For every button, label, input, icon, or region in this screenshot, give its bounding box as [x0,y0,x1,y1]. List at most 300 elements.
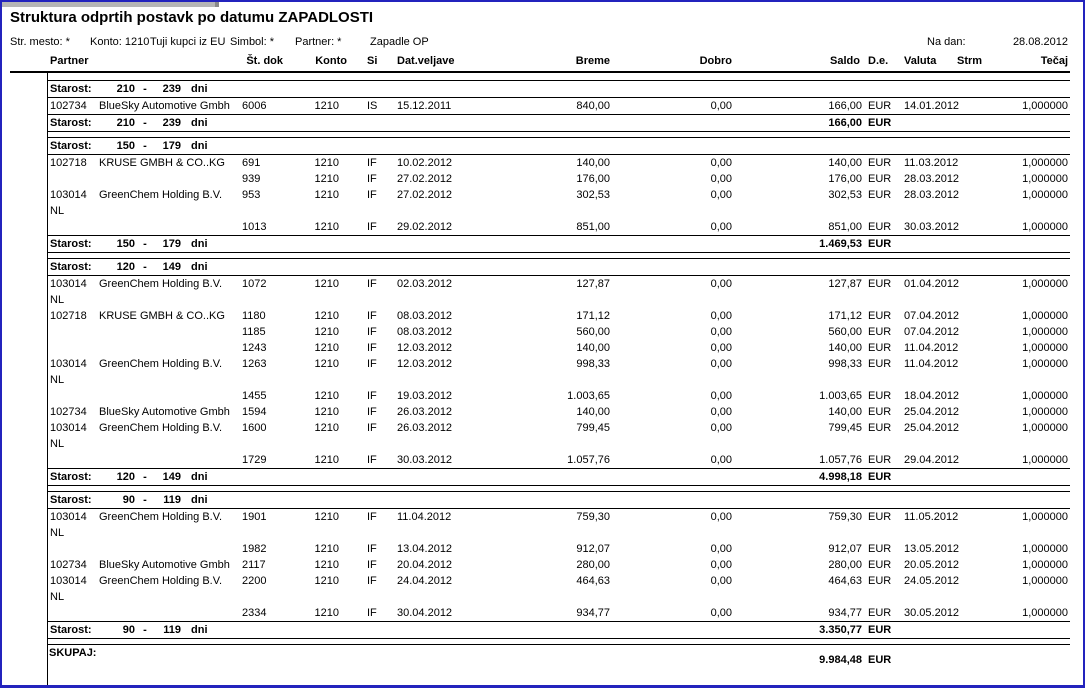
col-header-st-dok: Št. dok [246,55,283,67]
cell-konto: 1210 [314,310,339,322]
cell-konto: 1210 [314,543,339,555]
cell-dat-veljave: 26.03.2012 [397,422,453,434]
cell-strm [957,452,989,468]
horizontal-scrollbar-strip[interactable] [2,2,219,7]
cell-konto: 1210 [314,221,339,233]
cell-tecaj: 1,000000 [1022,221,1068,233]
age-group [47,258,1070,486]
cell-dat-veljave: 11.04.2012 [397,511,452,523]
col-header-breme: Breme [575,55,610,67]
cell-tecaj: 1,000000 [1022,326,1068,338]
cell-si: IF [367,221,377,233]
table-row [47,98,1070,114]
cell-saldo: 140,00 [828,406,862,418]
cell-st-dok: 1455 [242,390,267,402]
cell-valuta: 29.04.2012 [904,454,960,466]
partner-name: BlueSky Automotive Gmbh [99,559,230,571]
cell-tecaj: 1,000000 [1022,310,1068,322]
cell-breme: 851,00 [576,221,610,233]
table-row [47,171,1070,187]
col-header-konto: Konto [315,55,347,67]
partner-name: GreenChem Holding B.V. [99,278,223,290]
cell-st-dok: 2200 [242,575,267,587]
cell-breme: 176,00 [576,173,610,185]
table-row [47,420,1070,452]
cell-partner [47,573,237,605]
group-header-row [47,80,1070,98]
table-row [47,356,1070,388]
age-from: 90 [122,494,135,506]
table-row [47,452,1070,468]
header-underline [10,71,1070,73]
filter-zapadle-op: Zapadle OP [370,36,429,48]
cell-si: IF [367,326,377,338]
cell-valuta: 30.03.2012 [904,221,960,233]
cell-tecaj: 1,000000 [1022,607,1068,619]
group-total-amount: 4.998,18 [819,471,862,483]
cell-strm [957,541,989,557]
cell-dobro: 0,00 [710,543,732,555]
partner-country: NL [50,438,65,450]
cell-tecaj: 1,000000 [1022,157,1068,169]
table-row [47,388,1070,404]
cell-partner [47,452,237,468]
cell-tecaj: 1,000000 [1022,278,1068,290]
cell-valuta: 11.04.2012 [904,342,959,354]
group-footer-row [47,114,1070,132]
table-row [47,509,1070,541]
age-label: Starost: [50,140,92,152]
cell-tecaj: 1,000000 [1022,390,1068,402]
cell-dat-veljave: 27.02.2012 [397,173,453,185]
age-unit: dni [191,140,208,152]
age-to: 239 [162,83,181,95]
cell-partner [47,171,237,187]
filter-str-mesto: Str. mesto: * [10,36,70,48]
cell-strm [957,171,989,187]
cell-si: IF [367,358,377,370]
cell-breme: 840,00 [576,100,610,112]
age-unit: dni [191,624,208,636]
cell-saldo: 799,45 [828,422,862,434]
age-from: 90 [122,624,135,636]
cell-dat-veljave: 12.03.2012 [397,342,453,354]
group-total-amount: 3.350,77 [819,624,862,636]
age-unit: dni [191,238,208,250]
cell-si: IF [367,575,377,587]
cell-de: EUR [868,221,892,233]
age-to: 149 [162,471,181,483]
cell-tecaj: 1,000000 [1022,559,1068,571]
partner-code: 103014 [50,575,87,587]
partner-code: 103014 [50,189,87,201]
cell-dobro: 0,00 [710,607,732,619]
cell-dobro: 0,00 [710,422,732,434]
cell-si: IF [367,607,377,619]
age-unit: dni [191,117,208,129]
cell-strm [957,340,989,356]
cell-saldo: 1.057,76 [819,454,862,466]
cell-st-dok: 1594 [242,406,267,418]
partner-name: BlueSky Automotive Gmbh [99,100,230,112]
cell-breme: 140,00 [576,342,610,354]
cell-strm [957,388,989,404]
partner-code: 103014 [50,422,87,434]
cell-saldo: 140,00 [828,157,862,169]
cell-st-dok: 1982 [242,543,267,555]
cell-st-dok: 1185 [242,326,266,338]
col-header-dat-veljave: Dat.veljave [397,55,455,67]
cell-saldo: 934,77 [828,607,862,619]
cell-saldo: 759,30 [828,511,862,523]
table-row [47,308,1070,324]
cell-si: IF [367,310,377,322]
table-row [47,404,1070,420]
cell-valuta: 01.04.2012 [904,278,960,290]
cell-valuta: 25.04.2012 [904,406,960,418]
table-row [47,324,1070,340]
age-dash: - [143,83,147,95]
age-label: Starost: [50,238,92,250]
cell-breme: 759,30 [576,511,610,523]
cell-konto: 1210 [314,422,339,434]
partner-code: 103014 [50,511,87,523]
cell-konto: 1210 [314,358,339,370]
cell-st-dok: 953 [242,189,261,201]
table-row [47,219,1070,235]
age-label: Starost: [50,261,92,273]
cell-breme: 140,00 [576,406,610,418]
cell-tecaj: 1,000000 [1022,575,1068,587]
age-to: 179 [162,140,181,152]
cell-valuta: 30.05.2012 [904,607,960,619]
cell-konto: 1210 [314,454,339,466]
cell-dat-veljave: 29.02.2012 [397,221,453,233]
cell-saldo: 171,12 [828,310,862,322]
col-header-de: D.e. [868,55,889,67]
cell-de: EUR [868,406,892,418]
partner-code: 103014 [50,278,87,290]
cell-breme: 934,77 [576,607,610,619]
group-footer-row [47,621,1070,639]
cell-st-dok: 1243 [242,342,267,354]
cell-si: IF [367,189,377,201]
cell-dat-veljave: 12.03.2012 [397,358,453,370]
cell-konto: 1210 [314,157,339,169]
cell-partner [47,388,237,404]
group-footer-row [47,468,1070,486]
group-footer-label [47,115,734,131]
partner-country: NL [50,374,65,386]
cell-partner [47,404,237,420]
age-to: 179 [162,238,181,250]
cell-strm [957,404,989,420]
partner-country: NL [50,527,65,539]
cell-breme: 560,00 [576,326,610,338]
partner-name: GreenChem Holding B.V. [99,422,223,434]
cell-tecaj: 1,000000 [1022,422,1068,434]
cell-tecaj: 1,000000 [1022,358,1068,370]
group-total-currency: EUR [868,117,892,129]
age-to: 149 [162,261,181,273]
age-from: 150 [116,238,135,250]
cell-konto: 1210 [314,607,339,619]
grand-total-currency: EUR [868,654,892,666]
cell-st-dok: 1263 [242,358,267,370]
cell-breme: 1.003,65 [567,390,610,402]
cell-de: EUR [868,342,892,354]
partner-code: 103014 [50,358,87,370]
cell-dobro: 0,00 [710,173,732,185]
age-from: 120 [116,261,135,273]
table-row [47,541,1070,557]
cell-de: EUR [868,454,892,466]
cell-dat-veljave: 24.04.2012 [397,575,453,587]
partner-code: 102734 [50,100,87,112]
cell-de: EUR [868,173,892,185]
filter-partner: Partner: * [295,36,342,48]
grand-total-amount: 9.984,48 [819,654,862,666]
table-row [47,573,1070,605]
age-label: Starost: [50,471,92,483]
cell-si: IF [367,173,377,185]
na-dan-label: Na dan: [927,36,966,48]
cell-tecaj: 1,000000 [1022,100,1068,112]
cell-de: EUR [868,358,892,370]
cell-saldo: 140,00 [828,342,862,354]
table-row [47,187,1070,219]
cell-valuta: 11.03.2012 [904,157,959,169]
table-row [47,605,1070,621]
cell-st-dok: 2117 [242,559,266,571]
cell-si: IF [367,390,377,402]
cell-partner [47,98,237,114]
col-header-saldo: Saldo [830,55,860,67]
cell-strm [957,187,989,219]
cell-si: IF [367,543,377,555]
age-label: Starost: [50,624,92,636]
partner-country: NL [50,294,65,306]
cell-konto: 1210 [314,278,339,290]
cell-strm [957,308,989,324]
table-row [47,155,1070,171]
cell-saldo: 280,00 [828,559,862,571]
cell-si: IF [367,559,377,571]
partner-code: 102718 [50,310,87,322]
age-label: Starost: [50,83,92,95]
group-header-row [47,137,1070,155]
partner-name: GreenChem Holding B.V. [99,511,223,523]
cell-si: IF [367,157,377,169]
cell-konto: 1210 [314,189,339,201]
age-group [47,137,1070,253]
age-to: 119 [163,494,181,506]
cell-breme: 280,00 [576,559,610,571]
age-dash: - [143,238,147,250]
cell-breme: 127,87 [576,278,610,290]
cell-st-dok: 1013 [242,221,267,233]
cell-dat-veljave: 15.12.2011 [397,100,452,112]
cell-konto: 1210 [314,326,339,338]
cell-dobro: 0,00 [710,326,732,338]
cell-dobro: 0,00 [710,406,732,418]
col-header-si: Si [367,55,378,67]
cell-dat-veljave: 30.04.2012 [397,607,453,619]
cell-dobro: 0,00 [710,454,732,466]
cell-dobro: 0,00 [710,100,732,112]
group-footer-label [47,469,734,485]
cell-partner [47,557,237,573]
cell-strm [957,420,989,452]
cell-saldo: 998,33 [828,358,862,370]
age-from: 210 [116,117,135,129]
cell-partner [47,541,237,557]
age-unit: dni [191,471,208,483]
cell-de: EUR [868,310,892,322]
group-header-row [47,491,1070,509]
cell-konto: 1210 [314,100,339,112]
col-header-tecaj: Tečaj [1040,55,1068,67]
cell-dat-veljave: 30.03.2012 [397,454,453,466]
cell-st-dok: 939 [242,173,261,185]
cell-st-dok: 691 [242,157,261,169]
cell-st-dok: 1600 [242,422,267,434]
age-unit: dni [191,83,208,95]
cell-dat-veljave: 02.03.2012 [397,278,453,290]
age-from: 120 [116,471,135,483]
cell-valuta: 14.01.2012 [904,100,960,112]
age-label: Starost: [50,117,92,129]
cell-saldo: 464,63 [828,575,862,587]
cell-dobro: 0,00 [710,157,732,169]
cell-breme: 912,07 [576,543,610,555]
cell-de: EUR [868,607,892,619]
cell-tecaj: 1,000000 [1022,511,1068,523]
cell-saldo: 127,87 [828,278,862,290]
cell-partner [47,187,237,219]
age-group [47,491,1070,639]
cell-valuta: 24.05.2012 [904,575,960,587]
col-header-strm: Strm [957,55,983,67]
cell-st-dok: 1180 [242,310,266,322]
cell-valuta: 07.04.2012 [904,310,960,322]
cell-saldo: 166,00 [828,100,862,112]
partner-code: 102718 [50,157,87,169]
cell-tecaj: 1,000000 [1022,543,1068,555]
cell-de: EUR [868,157,892,169]
cell-konto: 1210 [314,511,339,523]
cell-partner [47,340,237,356]
cell-partner [47,509,237,541]
cell-si: IS [367,100,378,112]
cell-partner [47,276,237,308]
cell-strm [957,557,989,573]
cell-partner [47,219,237,235]
cell-valuta: 28.03.2012 [904,189,960,201]
column-header-row [47,53,1070,69]
cell-valuta: 11.04.2012 [904,358,959,370]
partner-name: KRUSE GMBH & CO..KG [99,310,225,322]
partner-name: GreenChem Holding B.V. [99,189,223,201]
cell-tecaj: 1,000000 [1022,173,1068,185]
cell-konto: 1210 [314,342,339,354]
cell-breme: 998,33 [576,358,610,370]
age-to: 239 [162,117,181,129]
group-total-amount: 166,00 [828,117,862,129]
cell-breme: 140,00 [576,157,610,169]
partner-country: NL [50,205,65,217]
partner-name: BlueSky Automotive Gmbh [99,406,230,418]
cell-konto: 1210 [314,390,339,402]
partner-code: 102734 [50,406,87,418]
cell-strm [957,155,989,171]
cell-de: EUR [868,543,892,555]
cell-partner [47,420,237,452]
cell-dat-veljave: 26.03.2012 [397,406,453,418]
cell-breme: 302,53 [576,189,610,201]
cell-si: IF [367,406,377,418]
cell-partner [47,308,237,324]
cell-partner [47,324,237,340]
cell-dat-veljave: 08.03.2012 [397,326,453,338]
report-title: Struktura odprtih postavk po datumu ZAPADLOSTI [10,9,374,26]
group-footer-label [47,236,734,252]
cell-konto: 1210 [314,559,339,571]
age-unit: dni [191,261,208,273]
cell-konto: 1210 [314,575,339,587]
cell-st-dok: 1072 [242,278,267,290]
cell-si: IF [367,342,377,354]
filter-konto-name: Tuji kupci iz EU [150,36,226,48]
group-total-currency: EUR [868,624,892,636]
age-dash: - [143,471,147,483]
cell-saldo: 912,07 [828,543,862,555]
cell-dobro: 0,00 [710,342,732,354]
cell-valuta: 20.05.2012 [904,559,960,571]
cell-si: IF [367,511,377,523]
cell-tecaj: 1,000000 [1022,189,1068,201]
cell-saldo: 560,00 [828,326,862,338]
cell-dobro: 0,00 [710,310,732,322]
col-header-partner: Partner [50,55,89,67]
age-dash: - [143,494,147,506]
cell-de: EUR [868,511,892,523]
cell-valuta: 11.05.2012 [904,511,959,523]
cell-partner [47,605,237,621]
cell-konto: 1210 [314,173,339,185]
age-unit: dni [191,494,208,506]
cell-de: EUR [868,326,892,338]
col-header-dobro: Dobro [699,55,732,67]
partner-name: KRUSE GMBH & CO..KG [99,157,225,169]
cell-dat-veljave: 10.02.2012 [397,157,453,169]
partner-name: GreenChem Holding B.V. [99,575,223,587]
group-total-currency: EUR [868,471,892,483]
cell-saldo: 851,00 [828,221,862,233]
cell-breme: 799,45 [576,422,610,434]
table-row [47,557,1070,573]
cell-partner [47,356,237,388]
age-dash: - [143,261,147,273]
age-to: 119 [163,624,181,636]
cell-dat-veljave: 13.04.2012 [397,543,453,555]
cell-strm [957,276,989,308]
cell-valuta: 18.04.2012 [904,390,960,402]
partner-country: NL [50,591,65,603]
table-row [47,340,1070,356]
cell-st-dok: 1729 [242,454,267,466]
cell-de: EUR [868,278,892,290]
